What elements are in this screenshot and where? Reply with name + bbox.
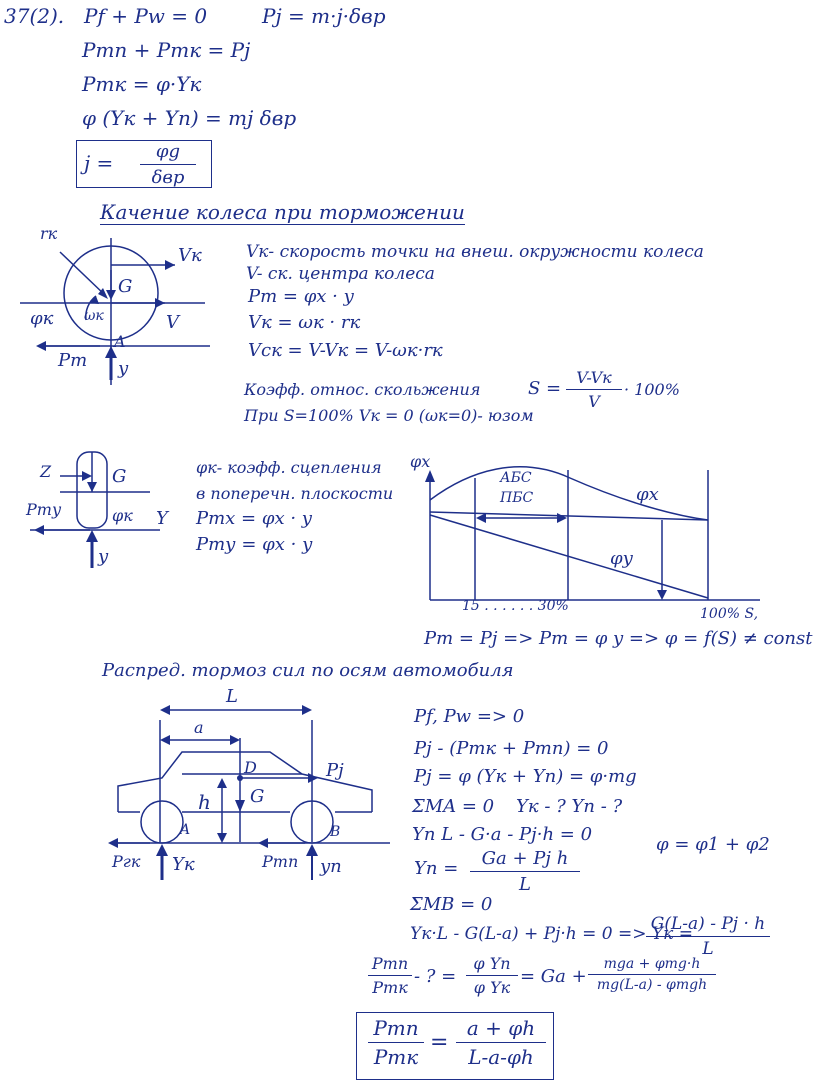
side-z-arrowhead [82,471,92,481]
boxed-formula-numerator: φg [155,141,181,162]
ratio-mg-numerator: mga + φmg·h [603,956,701,972]
label-wk: ωк [84,308,104,324]
label-phik: φк [30,308,54,329]
car-diagram [108,705,390,880]
label-a-dim: a [194,718,204,737]
label-a: A [114,332,126,351]
label-A: A [180,822,191,838]
phi-x-level-line [430,512,708,520]
final-lhs-fraction [368,1016,424,1069]
h-arrow-bottom [217,833,227,843]
car-g-arrowhead [235,800,245,812]
label-side-y: y [98,546,109,567]
text-vk-definition: Vк- скорость точки на внеш. окружности колеса [246,242,704,262]
label-L: L [226,686,238,707]
equation-moment-b: ΣMB = 0 [410,894,493,915]
yk-formula-fraction [646,914,770,959]
pt-arrowhead [36,341,46,351]
label-Pj: Pj [326,760,344,781]
equation-ptx: Pтх = φx · y [196,508,312,529]
h-arrow-top [217,778,227,788]
equation-pj-balance: Pj - (Pтк + Pтп) = 0 [414,738,609,759]
yp-arrowhead [306,844,318,856]
label-y: y [118,358,129,379]
graph-y-label: φx [410,452,431,471]
final-lhs-numerator: Pтп [373,1016,419,1040]
ratio-ga: = Ga + [520,966,587,987]
yp-formula-denominator: L [519,874,531,895]
equation-phi-split: φ = φ1 + φ2 [656,834,770,855]
side-y-arrowhead [86,530,98,542]
dim-a-arrow-right [230,735,240,745]
label-B: B [330,824,341,840]
graph-x-label: 100% S, [700,606,759,622]
label-car-G: G [250,786,265,807]
equation-brake-sum: Pтп + Pтк = Pj [82,38,251,62]
equation-moment-a: ΣMA = 0 [412,796,495,817]
equation-phi-function: Pт = Pj => Pт = φ y => φ = f(S) ≠ const [424,628,813,649]
side-pty-arrowhead [34,525,44,535]
graph-y-axis-arrowhead [425,470,435,482]
ratio-mg-denominator: mg(L-a) - φmgh [596,977,708,993]
boxed-formula-lhs: j = [84,151,114,175]
text-unknowns: Yк - ? Yп - ? [516,796,623,817]
final-rhs-fraction [456,1016,546,1069]
graph-label-phix: φx [636,484,659,505]
graph-label-pbs: ПБС [500,490,534,506]
graph-label-phiy: φy [610,548,633,569]
equation-yk-moment: Yк·L - G(L-a) + Pj·h = 0 => Yк = [410,924,693,944]
text-transverse-plane: в поперечн. плоскости [196,484,394,503]
side-g-arrowhead [87,482,97,492]
text-full-slip: При S=100% Vк = 0 (ωк=0)- юзом [244,406,534,425]
phi-y-dim-arrowhead [657,590,667,600]
phi-y-curve [430,515,708,598]
equation-vsk: Vск = V-Vк = V-ωк·rк [248,340,443,361]
yp-formula-lhs: Yп = [414,858,459,879]
pj-arrowhead [308,773,318,783]
ratio-denominator: Pтк [372,978,408,997]
final-rhs-denominator: L-a-φh [468,1045,534,1069]
slip-formula-lhs: S = [528,378,562,399]
equation-yp-moment: Yп L - G·a - Pj·h = 0 [412,824,593,845]
ratio-phi-numerator: φ Yп [473,954,511,973]
ptp-arrowhead [258,838,268,848]
label-side-g: G [112,466,127,487]
ratio-mg-fraction [588,956,716,993]
yp-formula-fraction [470,848,580,895]
text-phik-definition: φк- коэфф. сцепления [196,458,382,477]
label-pty: Pту [26,500,62,519]
label-h: h [198,790,211,814]
yk-arrowhead [156,844,168,856]
prk-arrowhead [108,838,118,848]
ratio-numerator: Pтп [371,954,409,973]
equation-pty: Pту = φx · y [196,534,313,555]
label-yp: yп [320,856,342,877]
equation-ptk: Pтк = φ·Yк [82,72,202,96]
boxed-formula-denominator: δвр [151,167,185,188]
equation-phi-sum: φ (Yк + Yп) = mj δвр [82,106,297,130]
slip-formula-percent: · 100% [624,380,680,399]
zone-arrowhead-left [476,513,486,523]
equation-pj-mg: Pj = φ (Yк + Yп) = φ·mg [414,766,637,787]
slip-graph [425,467,760,600]
slip-formula-fraction [566,368,622,411]
equation-vk: Vк = ωк · rк [248,312,361,333]
dim-L-arrow-right [302,705,312,715]
dim-a-arrow-left [160,735,170,745]
graph-label-abs: АБС [500,470,532,486]
label-side-phik: φк [112,506,133,525]
section-title-brake-distribution: Распред. тормоз сил по осям автомобиля [102,660,514,681]
v-arrowhead [155,298,165,308]
ratio-phi-fraction [466,954,518,997]
label-z: Z [40,462,52,481]
label-ptp: Pтп [262,852,299,871]
yp-formula-numerator: Ga + Pj h [481,848,569,869]
problem-number: 37(2). [4,4,65,28]
label-prk: Pгк [112,852,141,871]
equation-pt: Pт = φx · y [248,286,354,307]
slip-formula-denominator: V [588,392,600,411]
label-g: G [118,276,133,297]
final-rhs-numerator: a + φh [466,1016,536,1040]
vk-arrowhead [165,260,175,270]
yk-formula-numerator: G(L-a) - Pj · h [650,914,766,934]
phi-x-curve [430,467,708,520]
equation-inertia-force: Pj = m·j·δвр [262,4,386,28]
slip-formula-numerator: V-Vк [576,368,612,387]
rk-arrow [60,252,106,296]
text-slip-coefficient: Коэфф. относ. скольжения [244,380,481,399]
final-equals: = [430,1030,449,1055]
dim-L-arrow-left [160,705,170,715]
ratio-phi-denominator: φ Yк [473,978,511,997]
label-vk: Vк [178,245,202,266]
label-yk: Yк [172,854,195,875]
ratio-fraction [368,954,412,997]
zone-arrowhead-right [557,513,567,523]
label-D: D [244,758,257,777]
label-pt: Pт [58,350,88,371]
final-lhs-denominator: Pтк [373,1045,419,1069]
text-v-definition: V- ск. центра колеса [246,264,435,284]
car-front-wheel [141,801,183,843]
ratio-question: - ? = [414,966,457,987]
label-side-Y: Y [156,508,168,529]
equation-resistances: Pf, Pw => 0 [414,706,525,727]
label-v: V [166,312,179,333]
section-title-wheel-braking: Качение колеса при торможении [100,200,465,224]
yk-formula-denominator: L [702,939,714,959]
equation-forces-sum: Pf + Pw = 0 [84,4,208,28]
graph-x-ticks: 15 . . . . . . 30% [462,598,569,614]
label-rk: rк [40,224,58,243]
